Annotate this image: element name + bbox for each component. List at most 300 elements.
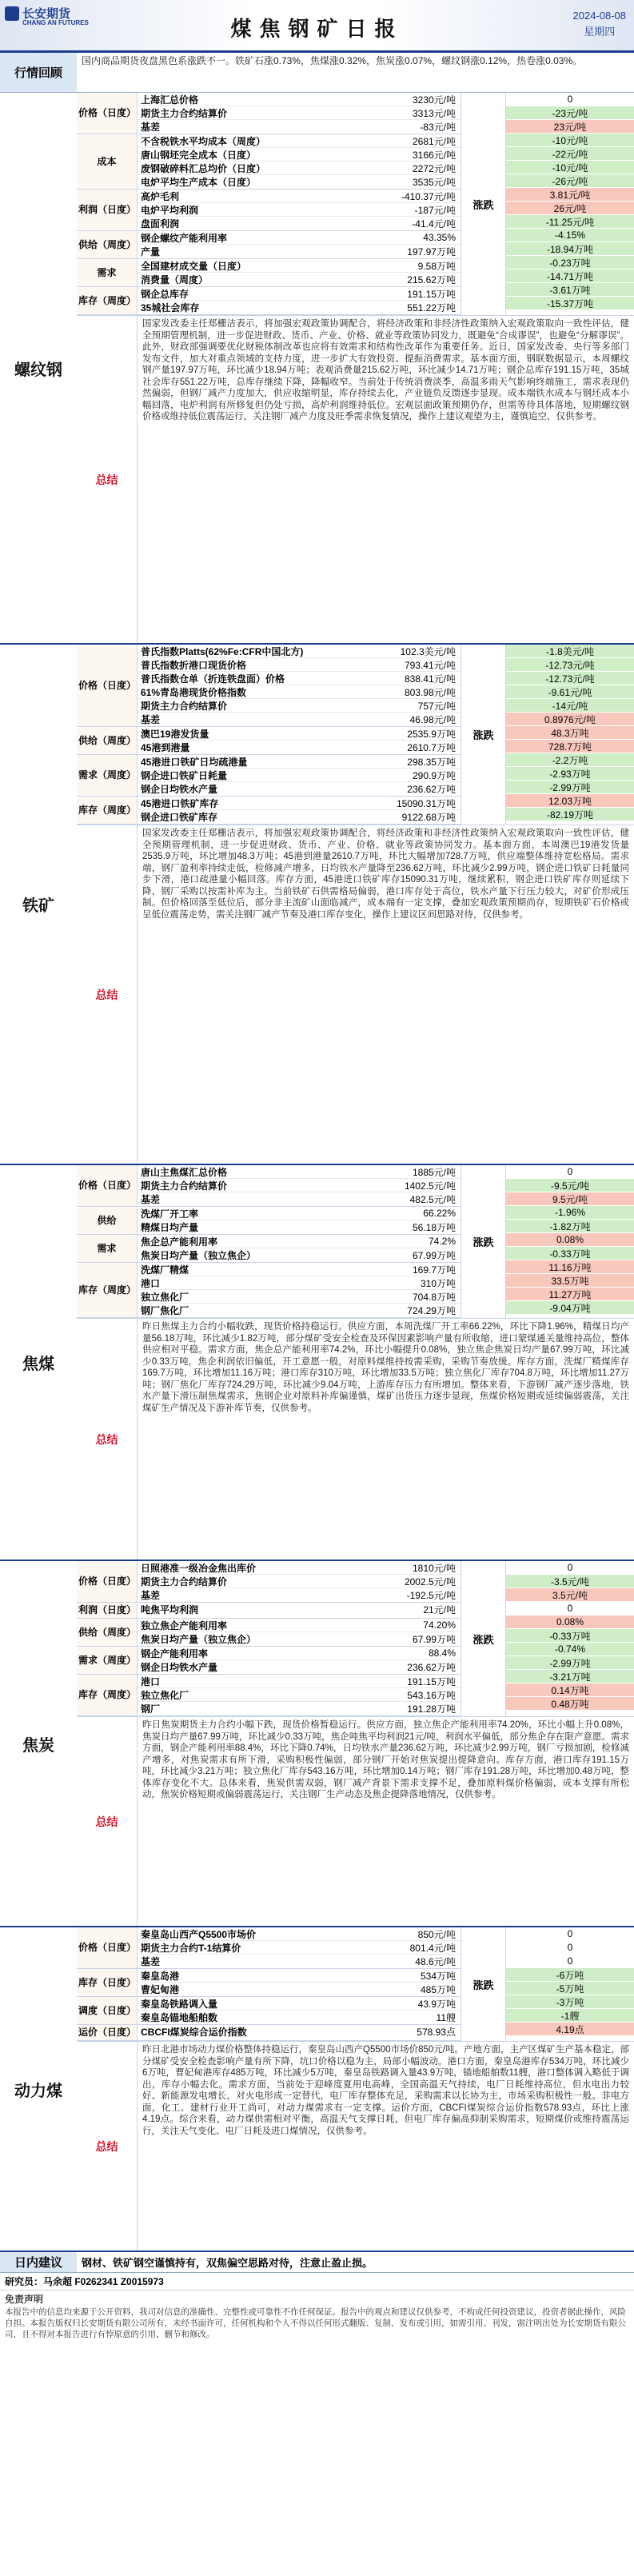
indicator-value: -41.4元/吨 bbox=[412, 218, 456, 230]
group-rows bbox=[138, 1603, 461, 1618]
indicator-name: 基差 bbox=[141, 1194, 161, 1205]
group-label: 需求（周度） bbox=[77, 1647, 138, 1674]
disclaimer-title: 免责声明 bbox=[5, 2294, 44, 2305]
group-label: 价格（日度） bbox=[77, 1561, 138, 1602]
group-label: 运价（日度） bbox=[77, 2025, 138, 2040]
indicator-change: -5万吨 bbox=[506, 1982, 634, 1995]
indicator-value: 48.6元/吨 bbox=[415, 1956, 456, 1967]
indicator-name: 秦皇岛铁路调入量 bbox=[141, 1998, 218, 2010]
indicator-name: 澳巴19港发货量 bbox=[141, 728, 209, 740]
indicator-change: 11.16万吨 bbox=[506, 1260, 634, 1274]
indicator-change: -9.61元/吨 bbox=[506, 685, 634, 699]
report-date: 2024-08-08 bbox=[572, 10, 626, 22]
group-rows bbox=[138, 1969, 461, 1996]
indicator-name: 盘面利润 bbox=[141, 218, 180, 230]
indicator-group bbox=[77, 259, 461, 287]
group-label: 库存（日度） bbox=[77, 1969, 138, 1996]
indicator-name: 45港进口铁矿库存 bbox=[141, 797, 219, 809]
indicator-name: 普氏指数折港口现货价格 bbox=[141, 659, 247, 671]
table-row bbox=[138, 782, 461, 796]
indicator-change: -2.99万吨 bbox=[506, 781, 634, 794]
indicator-change: 26元/吨 bbox=[506, 202, 634, 215]
group-label: 利润（日度） bbox=[77, 1603, 138, 1618]
table-row bbox=[138, 797, 461, 810]
indicator-name: 钢企进口铁矿库存 bbox=[141, 812, 218, 823]
table-row bbox=[138, 1647, 461, 1660]
indicator-name: 期货主力合约T-1结算价 bbox=[141, 1942, 241, 1954]
indicator-groups bbox=[77, 1927, 461, 2041]
group-label: 需求 bbox=[77, 259, 138, 286]
indicator-value: 838.41元/吨 bbox=[404, 673, 456, 685]
intraday-advice bbox=[0, 2252, 634, 2273]
indicator-value: 43.35% bbox=[423, 232, 456, 243]
indicator-name: 电炉平均利润 bbox=[141, 204, 199, 216]
indicator-group bbox=[77, 1927, 461, 1969]
indicator-table bbox=[77, 1927, 634, 2041]
indicator-value: 9122.68万吨 bbox=[401, 812, 456, 823]
indicator-group bbox=[77, 1647, 461, 1675]
indicator-name: 独立焦化厂 bbox=[141, 1291, 189, 1303]
group-label: 价格（日度） bbox=[77, 1165, 138, 1206]
indicator-value: 2681元/吨 bbox=[412, 135, 456, 147]
section-body bbox=[77, 1165, 634, 1560]
table-row bbox=[138, 741, 461, 754]
table-row bbox=[138, 1179, 461, 1192]
group-rows bbox=[138, 1927, 461, 1968]
indicator-value: 1810元/吨 bbox=[412, 1562, 456, 1574]
indicator-change: -0.33万吨 bbox=[506, 1629, 634, 1643]
indicator-value: 191.15万吨 bbox=[407, 1675, 456, 1687]
group-rows bbox=[138, 727, 461, 754]
table-row bbox=[138, 148, 461, 162]
indicator-change: -15.37万吨 bbox=[506, 297, 634, 310]
summary-text: 昨日焦炭期货主力合约小幅下跌，现货价格暂稳运行。供应方面，独立焦企产能利用率74.20%，环比小幅上升0.08%，焦炭日均产量67.99万吨，环比减少0.33万吨，焦企吨焦平均利润21元/吨，利润水平偏低，部分焦企存在限产意愿。需求方面，钢企产能利用率88.4%，环比下降0.74%，日均铁水产量236.62万吨，环比减少2.99万吨，钢厂亏损加剧，检修减产增多，对焦炭需求有所下滑，采购积极性偏弱，部分钢厂开始对焦炭提出提降意向。库存方面，港口库存191.15万吨，环比减少3.21万吨；独立焦化厂库存543.16万吨，环比增加0.14万吨；钢厂库存191.28万吨，环比增加0.48万吨，整体库存变化不大。总体来看，焦炭供需双弱，钢厂减产背景下需求支撑不足，叠加原料煤价格偏弱，成本支撑有所松动，焦炭价格短期或偏弱震荡运行，关注钢厂生产动态及焦企提降落地情况，仅供参考。 bbox=[142, 1720, 629, 1799]
indicator-change: 4.19点 bbox=[506, 2023, 634, 2036]
group-label: 供给 bbox=[77, 1207, 138, 1234]
indicator-change: -14.71万吨 bbox=[506, 270, 634, 283]
indicator-value: 801.4元/吨 bbox=[409, 1942, 456, 1954]
summary-label: 总结 bbox=[77, 2042, 138, 2251]
indicator-group bbox=[77, 755, 461, 797]
indicator-group bbox=[77, 1263, 461, 1318]
group-rows bbox=[138, 1647, 461, 1674]
summary-text: 昨日北港市场动力煤价格整体持稳运行，秦皇岛山西产Q5500市场价850元/吨。产地方面，主产区煤矿生产基本稳定，部分煤矿受安全检查影响产量有所下降，坑口价格以稳为主，局部小幅波动。港口方面，秦皇岛港库存534万吨，环比减少6万吨，曹妃甸港库存485万吨，环比减少5万吨，秦皇岛铁路调入量43.9万吨，锚地船舶数11艘，港口整体调入略低于调出，库存小幅去化。需求方面，当前处于迎峰度夏用电高峰，全国高温天气持续，电厂日耗维持高位，但水电出力较好、新能源发电增长，对火电形成一定替代，电厂库存整体充足，采购需求以长协为主，市场采购积极性一般。非电方面，化工、建材行业开工尚可，对动力煤需求有一定支撑。运价方面，CBCFI煤炭综合运价指数578.93点，环比上涨4.19点。综合来看，动力煤供需相对平衡，高温天气支撑日耗，但电厂库存偏高抑制采购需求，短期煤价或维持震荡运行，关注天气变化、电厂日耗及进口煤情况，仅供参考。 bbox=[142, 2045, 629, 2136]
table-row bbox=[138, 1575, 461, 1588]
indicator-value: 1402.5元/吨 bbox=[404, 1180, 456, 1192]
group-rows bbox=[138, 755, 461, 796]
report-date-block bbox=[573, 8, 627, 40]
summary-text: 国家发改委主任郑栅洁表示，将加强宏观政策协调配合，将经济政策和非经济性政策纳入宏观政策取向一致性评估，健全预期管理机制，进一步促进财政、货币、产业、价格、就业等政策协同发力。基本面方面，本周澳巴19港发货量2535.9万吨，环比增加48.3万吨；45港到港量2610.7万吨，环比大幅增加728.7万吨，供应端整体维持宽松格局。需求端，钢厂盈利率持续走低，检修减产增多，日均铁水产量降至236.62万吨，环比减少2.99万吨，钢企进口铁矿日耗量同步下滑，港口疏港量小幅回落。库存方面，45港进口铁矿库存15090.31万吨，继续累积，钢企进口铁矿库存则延续下降，钢厂采购以按需补库为主。当前铁矿石供需格局偏弱，港口库存处于高位，铁水产量下行压力较大，对矿价形成压制。但价格回落至低位后，部分非主流矿山面临减产，成本端有一定支撑，叠加宏观政策预期尚存，短期铁矿石价格或呈低位震荡走势，需关注钢厂减产节奏及港口库存变化，操作上建议区间思路对待，仅供参考。 bbox=[142, 829, 629, 920]
table-row bbox=[138, 259, 461, 273]
indicator-change: 0 bbox=[506, 1165, 634, 1179]
indicator-value: 74.20% bbox=[423, 1619, 456, 1631]
indicator-value: 1885元/吨 bbox=[412, 1166, 456, 1178]
table-row bbox=[138, 287, 461, 301]
table-row bbox=[138, 810, 461, 824]
table-row bbox=[138, 658, 461, 672]
indicator-name: 钢企日均铁水产量 bbox=[141, 1662, 218, 1673]
indicator-change: 9.5元/吨 bbox=[506, 1192, 634, 1206]
group-label: 价格（日度） bbox=[77, 1927, 138, 1968]
table-row bbox=[138, 1248, 461, 1262]
indicator-name: 基差 bbox=[141, 714, 161, 725]
summary-block bbox=[77, 315, 634, 643]
table-row bbox=[138, 1207, 461, 1220]
indicator-name: 港口 bbox=[141, 1675, 161, 1687]
section-name: 螺纹钢 bbox=[14, 361, 62, 379]
table-row bbox=[138, 273, 461, 286]
indicator-name: 基差 bbox=[141, 1956, 161, 1967]
indicator-value: 88.4% bbox=[428, 1647, 456, 1659]
group-label: 成本 bbox=[77, 134, 138, 189]
indicator-change: 0.08% bbox=[506, 1615, 634, 1629]
indicator-group bbox=[77, 1235, 461, 1263]
table-row bbox=[138, 1561, 461, 1575]
indicator-change: 23元/吨 bbox=[506, 120, 634, 134]
indicator-name: 上海汇总价格 bbox=[141, 94, 199, 106]
indicator-name: 秦皇岛港 bbox=[141, 1970, 180, 1982]
indicator-value: 2272元/吨 bbox=[412, 162, 456, 174]
indicator-change: 0 bbox=[506, 1602, 634, 1615]
table-row bbox=[138, 217, 461, 230]
indicator-value: 3230元/吨 bbox=[412, 94, 456, 106]
indicator-value: -187元/吨 bbox=[414, 204, 456, 216]
market-review-text: 国内商品期货夜盘黑色系涨跌不一。铁矿石涨0.73%，焦煤涨0.32%，焦炭涨0.07%，螺纹钢涨0.12%，热卷涨0.03%。 bbox=[82, 55, 583, 66]
group-rows bbox=[138, 1207, 461, 1234]
table-row bbox=[138, 1276, 461, 1290]
indicator-change: -26元/吨 bbox=[506, 174, 634, 188]
change-column-label: 涨跌 bbox=[461, 93, 506, 315]
indicator-name: 普氏指数Platts(62%Fe:CFR中国北方) bbox=[141, 645, 304, 657]
group-label: 库存（周度） bbox=[77, 1675, 138, 1715]
indicator-change: -14元/吨 bbox=[506, 699, 634, 713]
summary-text: 昨日焦煤主力合约小幅收跌，现货价格持稳运行。供应方面，本周洗煤厂开工率66.22%，环比下降1.96%，精煤日均产量56.18万吨，环比减少1.82万吨，部分煤矿受安全检查及环保因素影响产量有所收缩，进口蒙煤通关量维持高位，整体供应相对平稳。需求方面，焦企总产能利用率74.2%，环比小幅提升0.08%，独立焦企焦炭日均产量67.99万吨，环比减少0.33万吨，焦企利润依旧偏低，开工意愿一般，对原料煤维持按需采购，采购节奏放缓。库存方面，洗煤厂精煤库存169.7万吨，环比增加11.16万吨；港口库存310万吨，环比增加33.5万吨；独立焦化厂库存704.8万吨，环比增加11.27万吨；钢厂焦化厂库存724.29万吨，环比减少9.04万吨，上游库存压力有所增加。整体来看，下游钢厂减产逐步落地，铁水产量下滑压制焦煤需求，焦钢企业对原料补库偏谨慎，煤矿出货压力逐步显现，焦煤价格短期或延续偏弱震荡，关注煤矿生产情况及下游补库节奏，仅供参考。 bbox=[142, 1322, 629, 1413]
indicator-change: -3万吨 bbox=[506, 1995, 634, 2009]
table-row bbox=[138, 2011, 461, 2024]
table-row bbox=[138, 1983, 461, 1996]
indicator-name: 全国建材成交量（日度） bbox=[141, 260, 247, 272]
indicator-change: 3.81元/吨 bbox=[506, 188, 634, 202]
indicator-name: 精煤日均产量 bbox=[141, 1222, 199, 1233]
indicator-value: 74.2% bbox=[428, 1236, 456, 1247]
indicator-group bbox=[77, 1619, 461, 1647]
indicator-name: 不含税铁水平均成本（周度） bbox=[141, 135, 266, 147]
intraday-advice-label: 日内建议 bbox=[0, 2252, 77, 2272]
indicator-name: 洗煤厂开工率 bbox=[141, 1208, 199, 1220]
indicator-name: 钢企螺纹产能利用率 bbox=[141, 232, 228, 244]
indicator-value: 482.5元/吨 bbox=[409, 1194, 456, 1205]
indicator-name: 电炉平均生产成本（日度） bbox=[141, 177, 257, 188]
indicator-group bbox=[77, 1997, 461, 2025]
group-rows bbox=[138, 1675, 461, 1715]
table-row bbox=[138, 190, 461, 203]
group-rows bbox=[138, 134, 461, 189]
indicator-value: 236.62万吨 bbox=[407, 784, 456, 795]
table-row bbox=[138, 1632, 461, 1646]
table-row bbox=[138, 1955, 461, 1968]
indicator-name: 唐山主焦煤汇总价格 bbox=[141, 1166, 228, 1178]
group-rows bbox=[138, 259, 461, 286]
indicator-table bbox=[77, 645, 634, 825]
indicator-value: 3535元/吨 bbox=[412, 177, 456, 188]
section-name: 动力煤 bbox=[14, 2082, 62, 2100]
indicator-value: 2002.5元/吨 bbox=[404, 1576, 456, 1588]
table-row bbox=[138, 1235, 461, 1248]
indicator-name: 产量 bbox=[141, 246, 161, 258]
indicator-value: 11艘 bbox=[436, 2012, 456, 2023]
indicator-change: -2.2万吨 bbox=[506, 753, 634, 767]
indicator-change: -11.25元/吨 bbox=[506, 215, 634, 229]
market-review-label: 行情回顾 bbox=[0, 53, 77, 92]
section-body bbox=[77, 1927, 634, 2251]
group-label: 需求 bbox=[77, 1235, 138, 1262]
indicator-value: 236.62万吨 bbox=[407, 1662, 456, 1673]
indicator-value: 3313元/吨 bbox=[412, 107, 456, 119]
table-row bbox=[138, 699, 461, 713]
indicator-change: 0.08% bbox=[506, 1233, 634, 1247]
group-rows bbox=[138, 287, 461, 314]
indicator-name: 焦炭日均产量（独立焦企） bbox=[141, 1634, 257, 1645]
change-column bbox=[506, 1561, 634, 1716]
indicator-name: 钢企总库存 bbox=[141, 288, 189, 300]
group-rows bbox=[138, 645, 461, 726]
indicator-name: 钢企日均铁水产量 bbox=[141, 784, 218, 795]
group-label: 价格（日度） bbox=[77, 645, 138, 726]
table-row bbox=[138, 106, 461, 120]
group-rows bbox=[138, 190, 461, 230]
indicator-value: 310万吨 bbox=[420, 1277, 456, 1289]
indicator-groups bbox=[77, 93, 461, 315]
indicator-change: -0.23万吨 bbox=[506, 256, 634, 270]
indicator-value: 21元/吨 bbox=[423, 1604, 456, 1615]
indicator-group bbox=[77, 134, 461, 190]
group-rows bbox=[138, 93, 461, 134]
table-row bbox=[138, 672, 461, 685]
change-column bbox=[506, 1927, 634, 2041]
indicator-change: -10元/吨 bbox=[506, 134, 634, 147]
indicator-group bbox=[77, 797, 461, 825]
section-1 bbox=[0, 645, 634, 1165]
summary-label: 总结 bbox=[77, 825, 138, 1164]
indicator-value: 197.97万吨 bbox=[407, 246, 456, 258]
indicator-change: -6万吨 bbox=[506, 1968, 634, 1982]
group-label: 库存（周度） bbox=[77, 287, 138, 314]
table-row bbox=[138, 175, 461, 189]
table-row bbox=[138, 1603, 461, 1616]
indicator-name: 期货主力合约结算价 bbox=[141, 1180, 228, 1192]
indicator-value: 9.58万吨 bbox=[417, 260, 456, 272]
indicator-groups bbox=[77, 1165, 461, 1318]
indicator-group bbox=[77, 1675, 461, 1716]
indicator-change: -23元/吨 bbox=[506, 106, 634, 120]
indicator-change: -3.5元/吨 bbox=[506, 1575, 634, 1588]
indicator-change: 3.5元/吨 bbox=[506, 1588, 634, 1602]
group-rows bbox=[138, 1997, 461, 2024]
indicator-change: -3.61万吨 bbox=[506, 283, 634, 297]
section-name: 铁矿 bbox=[22, 897, 54, 915]
indicator-change: -9.04万吨 bbox=[506, 1301, 634, 1315]
indicator-change: -9.5元/吨 bbox=[506, 1179, 634, 1192]
indicator-change: -1艘 bbox=[506, 2009, 634, 2023]
indicator-groups bbox=[77, 1561, 461, 1716]
commodity-sections bbox=[0, 93, 634, 2252]
table-row bbox=[138, 1304, 461, 1317]
indicator-group bbox=[77, 287, 461, 315]
indicator-value: 2610.7万吨 bbox=[407, 742, 456, 753]
indicator-name: 焦炭日均产量（独立焦企） bbox=[141, 1250, 257, 1261]
indicator-value: 298.35万吨 bbox=[407, 756, 456, 768]
indicator-value: 102.3美元/吨 bbox=[400, 645, 456, 657]
table-row bbox=[138, 120, 461, 134]
indicator-change: 0 bbox=[506, 1561, 634, 1575]
intraday-advice-text: 钢材、铁矿钢空谨慎持有，双焦偏空思路对待，注意止盈止损。 bbox=[82, 2257, 373, 2269]
indicator-value: 215.62万吨 bbox=[407, 274, 456, 286]
indicator-change: -4.15% bbox=[506, 229, 634, 242]
indicator-change: 0.48万吨 bbox=[506, 1697, 634, 1711]
table-row bbox=[138, 713, 461, 726]
indicator-value: 191.15万吨 bbox=[407, 288, 456, 300]
group-label: 调度（日度） bbox=[77, 1997, 138, 2024]
indicator-change: 12.03万吨 bbox=[506, 794, 634, 808]
indicator-name: 45港进口铁矿日均疏港量 bbox=[141, 756, 248, 768]
disclaimer bbox=[0, 2290, 634, 2343]
indicator-name: 45港到港量 bbox=[141, 742, 190, 753]
indicator-change: -22元/吨 bbox=[506, 147, 634, 161]
group-label: 利润（日度） bbox=[77, 190, 138, 230]
indicator-name: 吨焦平均利润 bbox=[141, 1604, 199, 1615]
group-label: 供给（周度） bbox=[77, 231, 138, 258]
indicator-change: 0.8976元/吨 bbox=[506, 713, 634, 726]
indicator-group bbox=[77, 1561, 461, 1603]
table-row bbox=[138, 1165, 461, 1179]
table-row bbox=[138, 1702, 461, 1715]
section-4 bbox=[0, 1927, 634, 2252]
indicator-value: 66.22% bbox=[423, 1208, 456, 1219]
group-rows bbox=[138, 797, 461, 824]
report-weekday: 星期四 bbox=[584, 26, 616, 38]
indicator-name: 独立焦化厂 bbox=[141, 1689, 189, 1701]
indicator-value: 191.28万吨 bbox=[407, 1703, 456, 1715]
table-row bbox=[138, 301, 461, 314]
indicator-name: 秦皇岛锚地船舶数 bbox=[141, 2012, 218, 2023]
indicator-change: 0 bbox=[506, 1955, 634, 1968]
company-name-en: CHANG AN FUTURES bbox=[22, 19, 89, 26]
table-row bbox=[138, 685, 461, 699]
indicator-name: 基差 bbox=[141, 122, 161, 133]
indicator-value: 704.8万吨 bbox=[412, 1291, 456, 1303]
table-row bbox=[138, 645, 461, 658]
indicator-name: 独立焦企产能利用率 bbox=[141, 1619, 228, 1631]
table-row bbox=[138, 1941, 461, 1955]
group-rows bbox=[138, 1235, 461, 1262]
indicator-name: 港口 bbox=[141, 1277, 161, 1289]
section-body bbox=[77, 93, 634, 643]
summary-block bbox=[77, 1318, 634, 1560]
indicator-change: 728.7万吨 bbox=[506, 740, 634, 753]
indicator-change: -0.74% bbox=[506, 1643, 634, 1656]
summary-block bbox=[77, 825, 634, 1164]
indicator-value: 793.41元/吨 bbox=[404, 659, 456, 671]
indicator-value: 56.18万吨 bbox=[412, 1222, 456, 1233]
group-label: 库存（周度） bbox=[77, 797, 138, 824]
indicator-value: 290.9万吨 bbox=[412, 769, 456, 781]
section-name: 焦煤 bbox=[22, 1356, 54, 1373]
indicator-value: 534万吨 bbox=[420, 1970, 456, 1982]
indicator-value: 67.99万吨 bbox=[412, 1250, 456, 1261]
indicator-name: 消费量（周度） bbox=[141, 274, 209, 286]
group-label: 供给（周度） bbox=[77, 1619, 138, 1646]
change-column bbox=[506, 645, 634, 825]
section-body bbox=[77, 645, 634, 1164]
indicator-group bbox=[77, 93, 461, 134]
table-row bbox=[138, 727, 461, 741]
indicator-change: -2.93万吨 bbox=[506, 767, 634, 781]
indicator-change: 33.5万吨 bbox=[506, 1274, 634, 1288]
indicator-name: 钢厂焦化厂 bbox=[141, 1305, 189, 1316]
indicator-name: 洗煤厂精煤 bbox=[141, 1264, 189, 1276]
report-title: 煤焦钢矿日报 bbox=[230, 17, 404, 41]
indicator-name: 钢厂 bbox=[141, 1703, 161, 1715]
indicator-change: 48.3万吨 bbox=[506, 726, 634, 740]
summary-text: 国家发改委主任郑栅洁表示，将加强宏观政策协调配合，将经济政策和非经济性政策纳入宏观政策取向一致性评估，健全预期管理机制，进一步促进财政、货币、产业、价格、就业等政策协同发力，既避免“合成谬误”，也避免“分解谬误”。此外，财政部强调要优化财税体制改革也应将有效需求和结构性改革作为重要任务。近日，国家发改委、央行等多部门发布文件，加大对重点领域的支持力度，进一步扩大有效投资、提振消费需求。基本面方面，钢联数据显示，本周螺纹钢产量197.97万吨，环比减少18.94万吨；表观消费量215.62万吨，环比减少14.71万吨；钢企总库存191.15万吨，35城社会库存551.22万吨，总库存继续下降，降幅收窄。当前处于传统消费淡季，高温多雨天气影响终端施工，需求表现仍然偏弱，但钢厂减产力度加大，供应收缩明显，库存持续去化，产业链负反馈逐步显现。成本端铁水成本与钢坯成本小幅回落，电炉利润有所修复但仍处亏损，高炉利润维持低位。宏观层面政策预期仍存，但需等待具体落地，短期螺纹钢价格或维持低位震荡运行，关注钢厂减产力度及旺季需求恢复情况，操作上建议观望为主，谨慎追空，仅供参考。 bbox=[142, 319, 629, 421]
indicator-change: -82.19万吨 bbox=[506, 808, 634, 821]
indicator-value: 67.99万吨 bbox=[412, 1634, 456, 1645]
section-3 bbox=[0, 1561, 634, 1927]
change-column bbox=[506, 93, 634, 315]
indicator-name: 钢企进口铁矿日耗量 bbox=[141, 769, 228, 781]
indicator-value: 2535.9万吨 bbox=[407, 728, 456, 740]
section-name: 焦炭 bbox=[22, 1736, 54, 1755]
indicator-change: -12.73元/吨 bbox=[506, 672, 634, 685]
indicator-change: -18.94万吨 bbox=[506, 242, 634, 256]
indicator-group bbox=[77, 1969, 461, 1997]
table-row bbox=[138, 1969, 461, 1983]
indicator-name: CBCFI煤炭综合运价指数 bbox=[141, 2027, 247, 2038]
company-name-cn: 长安期货 bbox=[22, 7, 71, 21]
indicator-value: 3166元/吨 bbox=[412, 149, 456, 161]
indicator-group bbox=[77, 2025, 461, 2041]
group-rows bbox=[138, 1263, 461, 1317]
indicator-change: 0 bbox=[506, 93, 634, 106]
indicator-name: 钢企产能利用率 bbox=[141, 1647, 209, 1659]
section-2 bbox=[0, 1165, 634, 1561]
indicator-value: 551.22万吨 bbox=[407, 302, 456, 314]
group-rows bbox=[138, 1165, 461, 1206]
indicator-table bbox=[77, 1561, 634, 1716]
table-row bbox=[138, 2025, 461, 2039]
indicator-value: 15090.31万吨 bbox=[396, 797, 456, 809]
group-label: 价格（日度） bbox=[77, 93, 138, 134]
table-row bbox=[138, 162, 461, 175]
indicator-group bbox=[77, 727, 461, 755]
disclaimer-text: 本报告中的信息均来源于公开资料，我司对信息的准确性、完整性或可靠性不作任何保证。报告中的观点和建议仅供参考，不构成任何投资建议，投资者据此操作，风险自担。本报告版权归长安期货有限公司所有，未经书面许可，任何机构和个人不得以任何形式翻版、复制、发布或引用，如需引用、刊发，需注明出处为长安期货有限公司，且不得对本报告进行有悖原意的引用、删节和修改。 bbox=[5, 2307, 626, 2339]
indicator-name: 基差 bbox=[141, 1590, 161, 1601]
indicator-change: 0 bbox=[506, 1941, 634, 1955]
indicator-value: 43.9万吨 bbox=[417, 1998, 456, 2010]
indicator-group bbox=[77, 1165, 461, 1207]
change-column-label: 涨跌 bbox=[461, 1561, 506, 1716]
table-row bbox=[138, 1927, 461, 1941]
indicator-name: 35城社会库存 bbox=[141, 302, 200, 314]
table-row bbox=[138, 93, 461, 106]
indicator-group bbox=[77, 190, 461, 231]
group-label: 供给（周度） bbox=[77, 727, 138, 754]
indicator-name: 曹妃甸港 bbox=[141, 1984, 180, 1995]
indicator-value: 543.16万吨 bbox=[407, 1689, 456, 1701]
group-label: 库存（周度） bbox=[77, 1263, 138, 1317]
indicator-change: -2.99万吨 bbox=[506, 1656, 634, 1670]
indicator-name: 秦皇岛山西产Q5500市场价 bbox=[141, 1928, 257, 1940]
